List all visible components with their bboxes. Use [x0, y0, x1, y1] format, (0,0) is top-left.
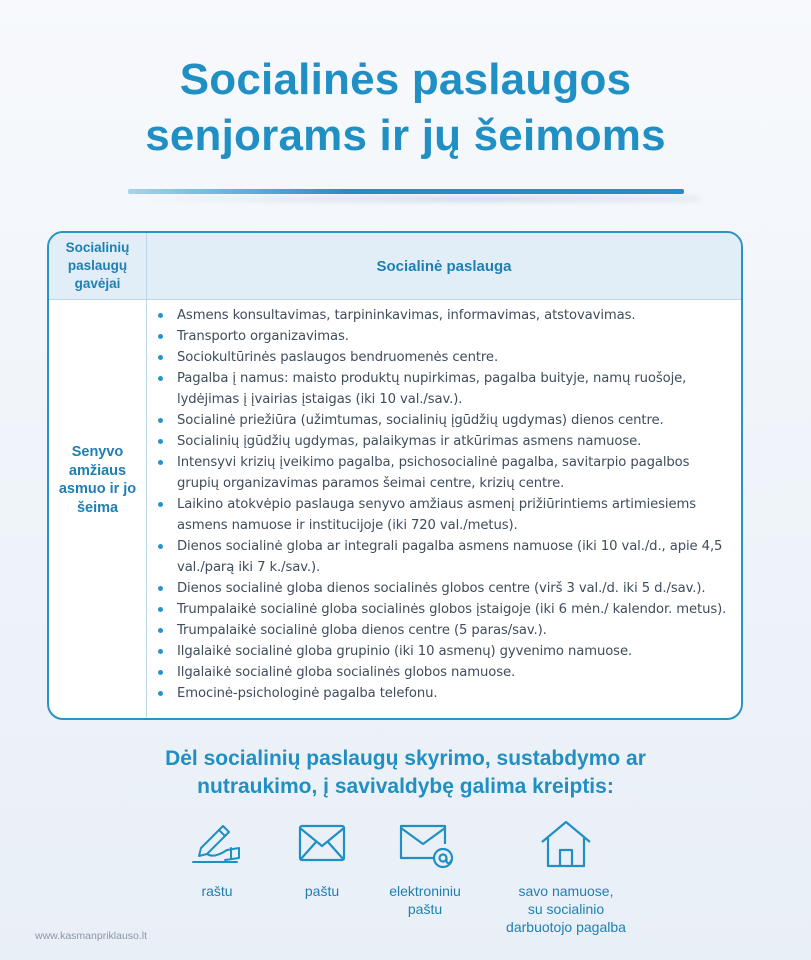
bullet-icon [158, 418, 163, 423]
channel-home [486, 818, 646, 936]
bullet-icon [158, 649, 163, 654]
service-item [155, 620, 731, 641]
service-item [155, 578, 731, 599]
bullet-icon [158, 502, 163, 507]
header-recipient: Socialinių paslaugų gavėjai [65, 240, 130, 291]
bullet-icon [158, 586, 163, 591]
bullet-icon [158, 334, 163, 339]
service-text: Socialinė priežiūra (užimtumas, socialinių įgūdžių ugdymas) dienos centre. [177, 413, 664, 428]
services-list [155, 305, 731, 704]
title-rule-shadow [140, 196, 700, 202]
service-item [155, 662, 731, 683]
service-text: Transporto organizavimas. [177, 329, 349, 344]
service-item [155, 326, 731, 347]
bullet-icon [158, 544, 163, 549]
bullet-icon [158, 607, 163, 612]
services-table [47, 231, 743, 720]
header-service: Socialinė paslauga [376, 258, 512, 275]
title-line-1: Socialinės paslaugos [179, 55, 632, 104]
service-item [155, 683, 731, 704]
service-item [155, 347, 731, 368]
service-item [155, 452, 731, 494]
service-text: Asmens konsultavimas, tarpininkavimas, informavimas, atstovavimas. [177, 308, 636, 323]
bullet-icon [158, 628, 163, 633]
contact-title-line-1: Dėl socialinių paslaugų skyrimo, sustabdymo ar [165, 747, 646, 770]
service-text: Emocinė-psichologinė pagalba telefonu. [177, 686, 438, 701]
service-item [155, 536, 731, 578]
channel-label: paštu [304, 883, 340, 899]
service-text: Sociokultūrinės paslaugos bendruomenės centre. [177, 350, 499, 365]
service-text: Socialinių įgūdžių ugdymas, palaikymas ir atkūrimas asmens namuose. [177, 434, 642, 449]
service-item [155, 431, 731, 452]
channel-email [345, 818, 505, 918]
title-rule [128, 189, 684, 194]
bullet-icon [158, 460, 163, 465]
recipient-cell: Senyvo amžiaus asmuo ir jo šeima [58, 444, 137, 516]
service-text: Pagalba į namus: maisto produktų nupirkimas, pagalba buityje, namų ruošoje, lydėjimas į įvairias įstaigas (iki 10 val./sav.). [177, 371, 687, 407]
service-text: Trumpalaikė socialinė globa socialinės globos įstaigoje (iki 6 mėn./ kalendor. metus). [177, 602, 727, 617]
email-at-icon [393, 818, 457, 870]
bullet-icon [158, 439, 163, 444]
service-text: Intensyvi krizių įveikimo pagalba, psichosocialinė pagalba, savitarpio pagalbos grupių organizavimas paramos šeimai centre, krizių centre. [177, 455, 690, 491]
service-text: Ilgalaikė socialinė globa socialinės globos namuose. [177, 665, 516, 680]
bullet-icon [158, 376, 163, 381]
service-item [155, 494, 731, 536]
bullet-icon [158, 313, 163, 318]
bullet-icon [158, 355, 163, 360]
service-text: Trumpalaikė socialinė globa dienos centre (5 paras/sav.). [177, 623, 547, 638]
service-item [155, 368, 731, 410]
service-text: Dienos socialinė globa dienos socialinės globos centre (virš 3 val./d. iki 5 d./sav.). [177, 581, 706, 596]
pen-hand-icon [185, 818, 249, 870]
channel-label: elektroniniu paštu [389, 883, 461, 917]
bullet-icon [158, 670, 163, 675]
column-divider [146, 233, 147, 718]
service-text: Laikino atokvėpio paslauga senyvo amžiaus asmenį prižiūrintiems artimiesiems asmens namuose ir institucijoje (iki 720 val./metus). [177, 497, 697, 533]
service-item [155, 599, 731, 620]
service-item [155, 305, 731, 326]
house-icon [534, 818, 598, 870]
service-item [155, 410, 731, 431]
title-line-2: senjorams ir jų šeimoms [145, 111, 666, 160]
contact-title-line-2: nutraukimo, į savivaldybę galima kreiptis: [197, 775, 614, 798]
service-item [155, 641, 731, 662]
page-title [0, 52, 811, 164]
channel-label: raštu [201, 883, 233, 899]
footer-url: www.kasmanpriklauso.lt [35, 930, 148, 942]
bullet-icon [158, 691, 163, 696]
contact-title [0, 745, 811, 801]
service-text: Ilgalaikė socialinė globa grupinio (iki 10 asmenų) gyvenimo namuose. [177, 644, 633, 659]
service-text: Dienos socialinė globa ar integrali pagalba asmens namuose (iki 10 val./d., apie 4,5 val./parą iki 7 k./sav.). [177, 539, 723, 575]
channel-label: savo namuose, su socialinio darbuotojo pagalba [506, 883, 626, 935]
